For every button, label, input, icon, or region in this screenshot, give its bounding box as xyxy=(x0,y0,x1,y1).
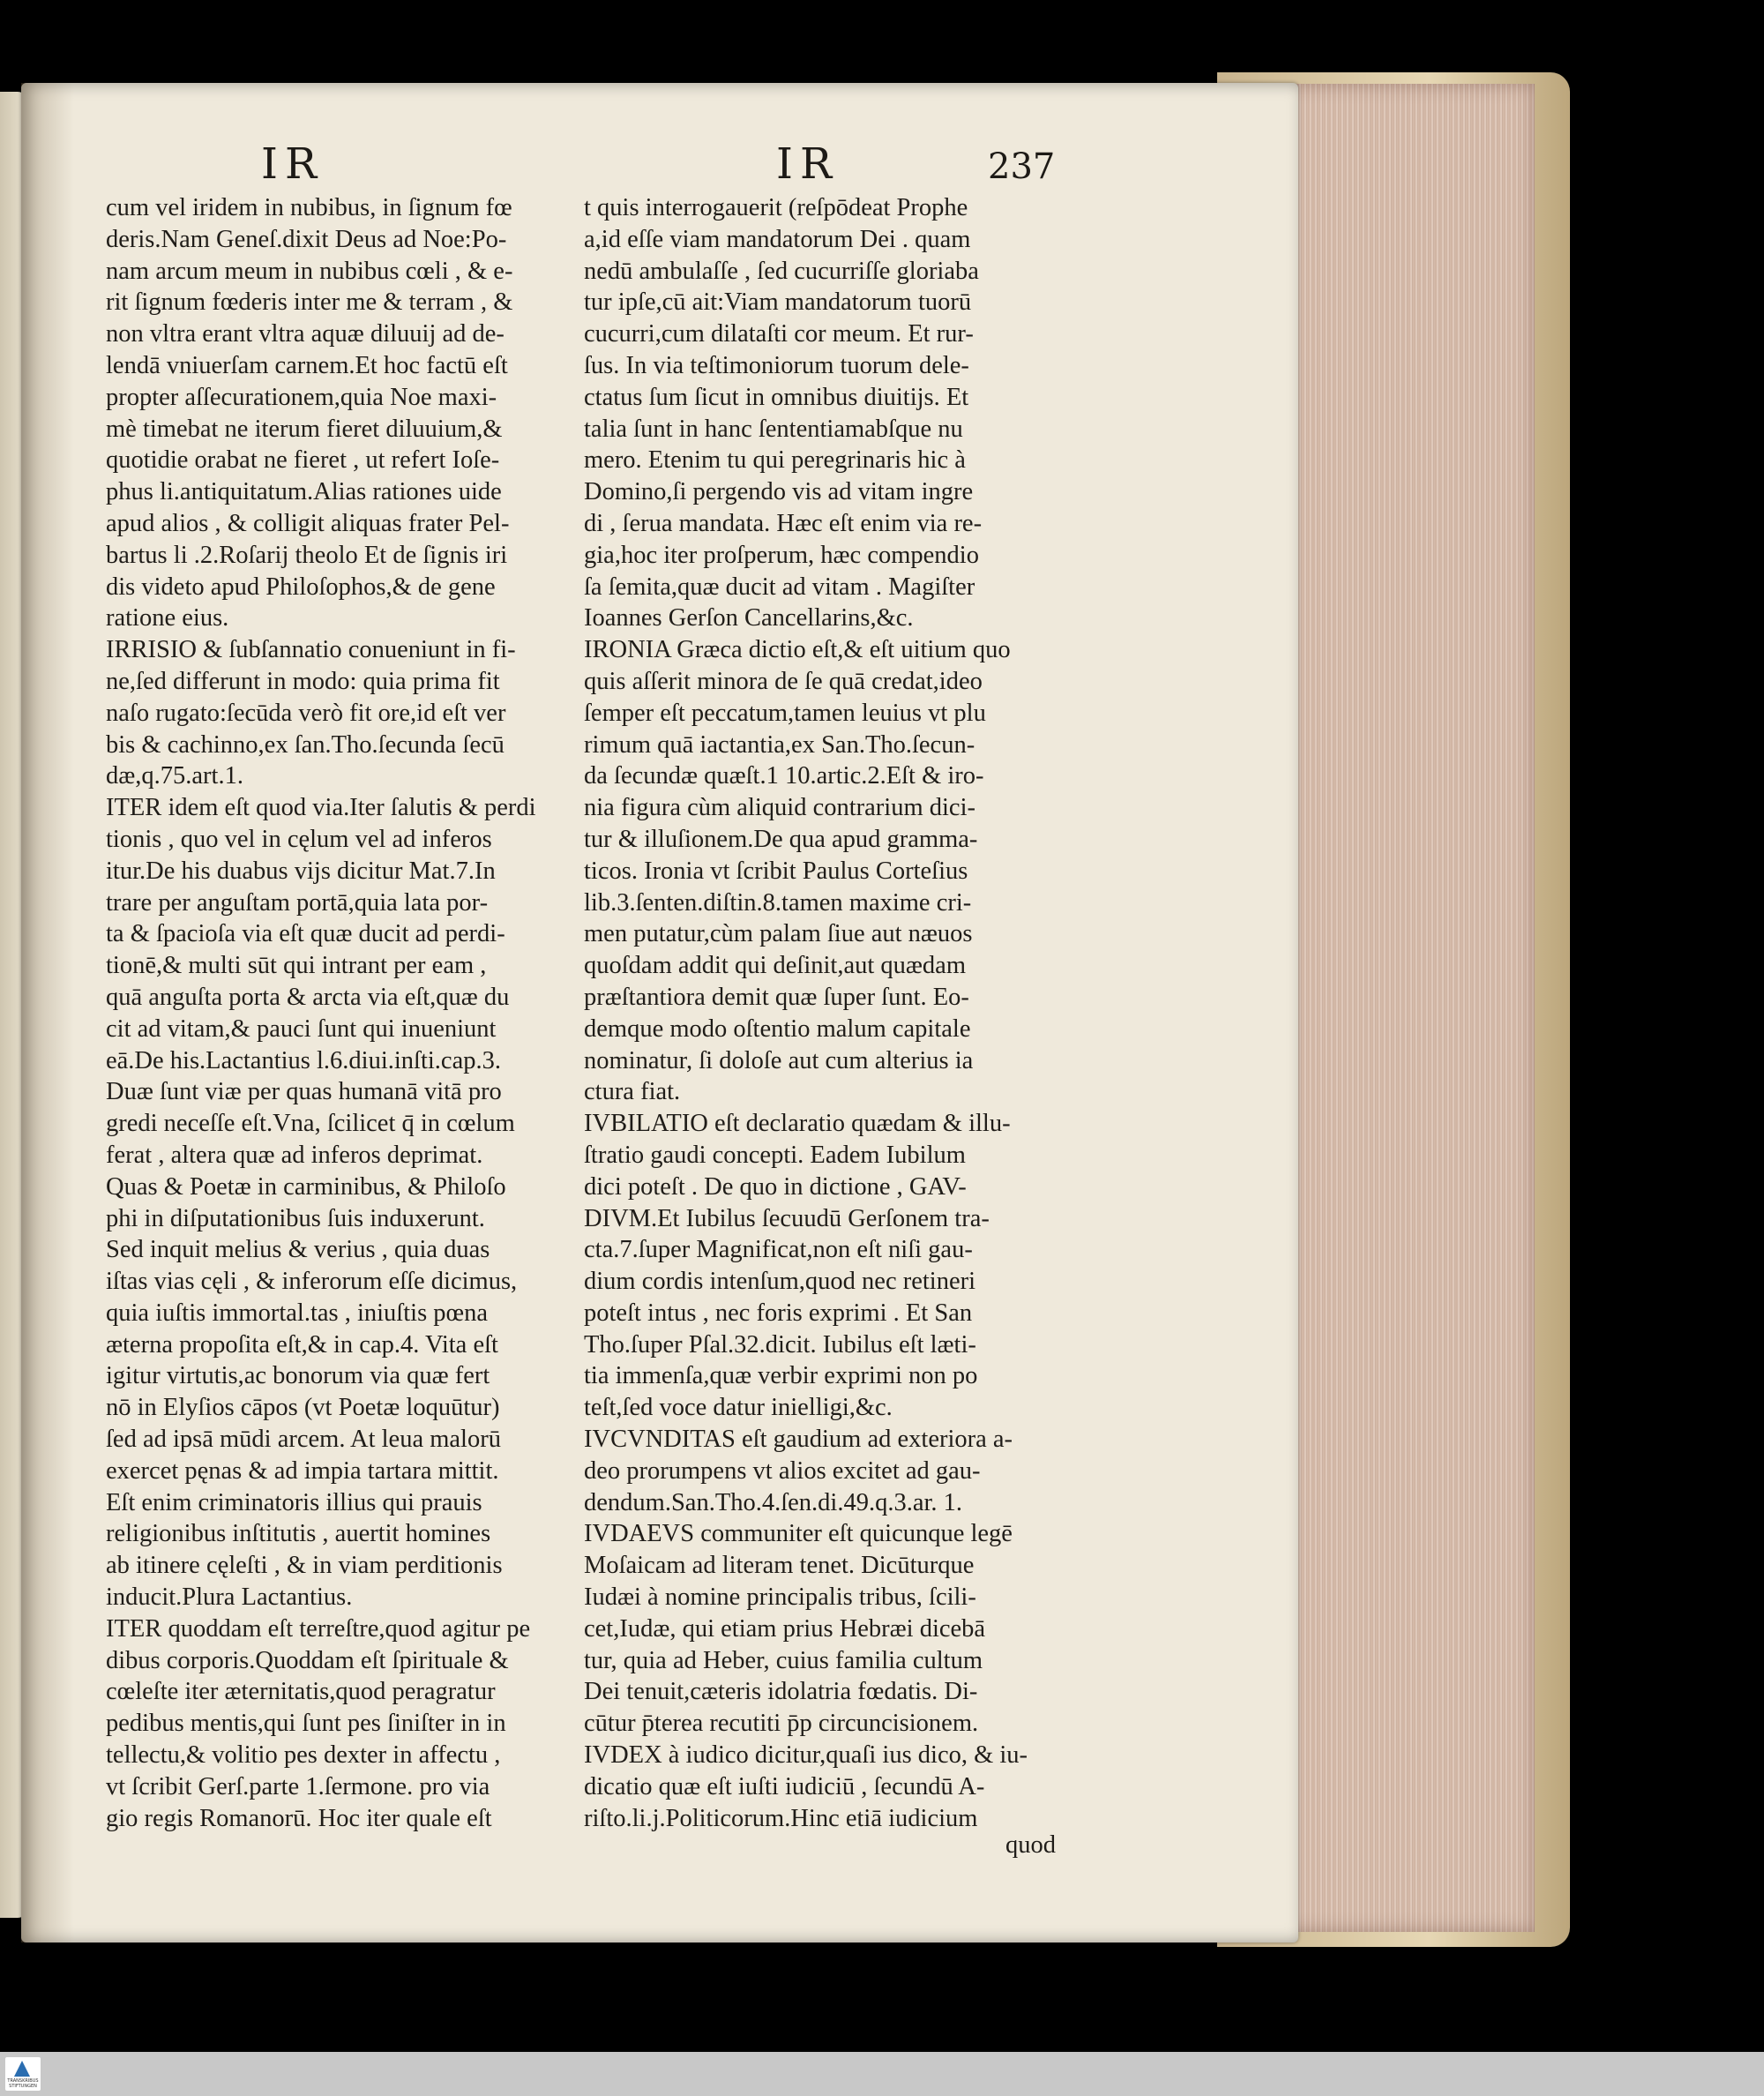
running-head-right: IR xyxy=(776,139,840,189)
text-line: di , ſerua mandata. Hæc eſt enim via re- xyxy=(584,509,983,537)
text-line: nō in Elyſios cāpos (vt Poetæ loquūtur) xyxy=(106,1394,500,1422)
text-line: ticos. Ironia vt ſcribit Paulus Corteſius xyxy=(584,857,968,885)
text-line: apud alios , & colligit aliquas frater Pel- xyxy=(106,509,510,537)
text-line: IVDEX à iudico dicitur,quaſi ius dico, & iu- xyxy=(584,1741,1028,1770)
text-line: inducit.Plura Lactantius. xyxy=(106,1583,353,1612)
text-line: da ſecundæ quæſt.1 10.artic.2.Eſt & iro- xyxy=(584,762,984,790)
text-line: religionibus inſtitutis , auertit homines xyxy=(106,1520,491,1548)
text-line: gia,hoc iter proſperum, hæc compendio xyxy=(584,541,979,569)
text-line: deris.Nam Geneſ.dixit Deus ad Noe:Po- xyxy=(106,225,507,253)
text-line: nominatur, ſi doloſe aut cum alterius ia xyxy=(584,1046,974,1074)
text-line: cit ad vitam,& pauci ſunt qui inueniunt xyxy=(106,1014,497,1043)
running-head-left: IR xyxy=(261,139,325,189)
text-line: men putatur,cùm palam ſiue aut næuos xyxy=(584,920,973,948)
text-line: cet,Iudæ, qui etiam prius Hebræi dicebā xyxy=(584,1614,986,1643)
text-line: phus li.antiquitatum.Alias rationes uide xyxy=(106,478,502,506)
text-line: gredi neceſſe eſt.Vna, ſcilicet q̄ in cœlum xyxy=(106,1110,515,1138)
viewer-footer-bar xyxy=(0,2052,1764,2096)
text-line: propter aſſecurationem,quia Noe maxi- xyxy=(106,383,497,411)
logo-mark xyxy=(14,2061,30,2077)
text-line: ta & ſpacioſa via eſt quæ ducit ad perdi- xyxy=(106,920,505,948)
text-line: mè timebat ne iterum fieret diluuium,& xyxy=(106,415,503,443)
text-line: lib.3.ſenten.diſtin.8.tamen maxime cri- xyxy=(584,888,972,917)
page-gutter-shadow xyxy=(21,83,74,1943)
text-line: itur.De his duabus vijs dicitur Mat.7.In xyxy=(106,857,496,885)
text-line: Quas & Poetæ in carminibus, & Philoſo xyxy=(106,1172,506,1201)
text-line: lendā vniuerſam carnem.Et hoc factū eſt xyxy=(106,351,508,379)
text-line: IVDAEVS communiter eſt quicunque legē xyxy=(584,1520,1013,1548)
text-line: dium cordis intenſum,quod nec retineri xyxy=(584,1268,976,1296)
text-line: dis videto apud Philoſophos,& de gene xyxy=(106,573,496,601)
text-line: demque modo oſtentio malum capitale xyxy=(584,1014,971,1043)
text-line: tia immenſa,quæ verbir exprimi non po xyxy=(584,1362,978,1390)
catchword: quod xyxy=(1005,1831,1056,1859)
text-line: IRONIA Græca dictio eſt,& eſt uitium quo xyxy=(584,636,1011,664)
text-line: rimum quā iactantia,ex San.Tho.ſecun- xyxy=(584,730,975,759)
text-line: talia ſunt in hanc ſententiamabſque nu xyxy=(584,415,963,443)
text-line: iſtas vias cęli , & inferorum eſſe dicimus, xyxy=(106,1268,518,1296)
text-line: nedū ambulaſſe , ſed cucurriſſe gloriaba xyxy=(584,257,979,285)
text-line: IVCVNDITAS eſt gaudium ad exteriora a- xyxy=(584,1426,1013,1454)
text-line: cta.7.ſuper Magnificat,non eſt niſi gau- xyxy=(584,1236,973,1264)
text-line: tur ipſe,cū ait:Viam mandatorum tuorū xyxy=(584,288,972,317)
text-line: Eſt enim criminatoris illius qui prauis xyxy=(106,1488,482,1516)
text-line: mero. Etenim tu qui peregrinaris hic à xyxy=(584,446,966,475)
text-line: ITER quoddam eſt terreſtre,quod agitur pe xyxy=(106,1614,531,1643)
text-line: bartus li .2.Roſarij theolo Et de ſignis iri xyxy=(106,541,508,569)
text-line: a,id eſſe viam mandatorum Dei . quam xyxy=(584,225,971,253)
text-line: quotidie orabat ne fieret , ut refert Ioſe- xyxy=(106,446,500,475)
text-line: quis aſſerit minora de ſe quā credat,ideo xyxy=(584,667,983,695)
text-line: cūtur p̄terea recutiti p̄p circuncisionem. xyxy=(584,1710,979,1738)
text-line: ratione eius. xyxy=(106,604,229,633)
text-line: riſto.li.j.Politicorum.Hinc etiā iudicium xyxy=(584,1804,978,1832)
text-line: rit ſignum fœderis inter me & terram , & xyxy=(106,288,513,317)
text-line: ſed ad ipsā mūdi arcem. At leua malorū xyxy=(106,1426,501,1454)
text-line: quā anguſta porta & arcta via eſt,quæ du xyxy=(106,983,510,1011)
text-line: gio regis Romanorū. Hoc iter quale eſt xyxy=(106,1804,492,1832)
text-line: pedibus mentis,qui ſunt pes ſiniſter in in xyxy=(106,1710,506,1738)
text-line: dibus corporis.Quoddam eſt ſpirituale & xyxy=(106,1646,509,1674)
text-line: DIVM.Et Iubilus ſecuudū Gerſonem tra- xyxy=(584,1204,990,1232)
text-line: ſa ſemita,quæ ducit ad vitam . Magiſter xyxy=(584,573,975,601)
text-line: Duæ ſunt viæ per quas humanā vitā pro xyxy=(106,1078,502,1106)
text-line: Tho.ſuper Pſal.32.dicit. Iubilus eſt læti- xyxy=(584,1330,976,1359)
text-line: ne,ſed differunt in modo: quia prima fit xyxy=(106,667,500,695)
text-line: nam arcum meum in nubibus cœli , & e- xyxy=(106,257,513,285)
text-line: non vltra erant vltra aquæ diluuij ad de- xyxy=(106,320,505,348)
text-line: poteſt intus , nec foris exprimi . Et San xyxy=(584,1299,973,1327)
text-line: IVBILATIO eſt declaratio quædam & illu- xyxy=(584,1110,1011,1138)
text-line: dicatio quæ eſt iuſti iudiciū , ſecundū A- xyxy=(584,1772,985,1800)
library-logo-icon[interactable] xyxy=(5,2057,41,2091)
text-line: IRRISIO & ſubſannatio conueniunt in fi- xyxy=(106,636,516,664)
text-line: vt ſcribit Gerſ.parte 1.ſermone. pro via xyxy=(106,1772,490,1800)
text-line: dendum.San.Tho.4.ſen.di.49.q.3.ar. 1. xyxy=(584,1488,963,1516)
text-line: cucurri,cum dilataſti cor meum. Et rur- xyxy=(584,320,974,348)
text-line: trare per anguſtam portā,quia lata por- xyxy=(106,888,489,917)
text-line: dici poteſt . De quo in dictione , GAV- xyxy=(584,1172,967,1201)
text-line: Iudæi à nomine principalis tribus, ſcili- xyxy=(584,1583,976,1612)
text-line: tionē,& multi sūt qui intrant per eam , xyxy=(106,952,487,980)
page-number: 237 xyxy=(988,146,1056,187)
text-line: Sed inquit melius & verius , quia duas xyxy=(106,1236,490,1264)
text-line: phi in diſputationibus ſuis induxerunt. xyxy=(106,1204,485,1232)
text-line: æterna propoſita eſt,& in cap.4. Vita eſt xyxy=(106,1330,498,1359)
text-line: naſo rugato:ſecūda verò fit ore,id eſt ver xyxy=(106,699,506,727)
left-text-column xyxy=(106,192,582,1834)
text-line: ctura fiat. xyxy=(584,1078,681,1106)
text-line: Moſaicam ad literam tenet. Dicūturque xyxy=(584,1552,975,1580)
text-line: ſus. In via teſtimoniorum tuorum dele- xyxy=(584,351,969,379)
text-line: cœleſte iter æternitatis,quod peragratur xyxy=(106,1678,496,1706)
text-line: quia iuſtis immortal.tas , iniuſtis pœna xyxy=(106,1299,489,1327)
text-line: dæ,q.75.art.1. xyxy=(106,762,243,790)
text-line: eā.De his.Lactantius l.6.diui.inſti.cap.3. xyxy=(106,1046,501,1074)
text-line: tellectu,& volitio pes dexter in affectu , xyxy=(106,1741,501,1770)
text-line: præſtantiora demit quæ ſuper ſunt. Eo- xyxy=(584,983,969,1011)
text-line: deo prorumpens vt alios excitet ad gau- xyxy=(584,1456,981,1485)
text-line: quoſdam addit qui deſinit,aut quædam xyxy=(584,952,966,980)
logo-text: TRANSKRIBUS STIFTUNGEN xyxy=(7,2078,39,2089)
text-line: ſemper eſt peccatum,tamen leuius vt plu xyxy=(584,699,986,727)
text-line: bis & cachinno,ex ſan.Tho.ſecunda ſecū xyxy=(106,730,505,759)
page-edges xyxy=(1270,84,1535,1932)
text-line: Ioannes Gerſon Cancellarins,&c. xyxy=(584,604,914,633)
text-line: ctatus ſum ſicut in omnibus diuitijs. Et xyxy=(584,383,969,411)
text-line: tur & illuſionem.De qua apud gramma- xyxy=(584,825,978,853)
text-line: exercet pęnas & ad impia tartara mittit. xyxy=(106,1456,499,1485)
text-line: tur, quia ad Heber, cuius familia cultum xyxy=(584,1646,983,1674)
right-text-column xyxy=(584,192,1104,1834)
text-line: Dei tenuit,cæteris idolatria fœdatis. Di- xyxy=(584,1678,978,1706)
text-line: igitur virtutis,ac bonorum via quæ fert xyxy=(106,1362,490,1390)
text-line: teſt,ſed voce datur inielligi,&c. xyxy=(584,1394,893,1422)
text-line: t quis interrogauerit (reſpōdeat Prophe xyxy=(584,194,968,221)
text-line: Domino,ſi pergendo vis ad vitam ingre xyxy=(584,478,974,506)
text-line: ITER idem eſt quod via.Iter ſalutis & perdi xyxy=(106,794,536,822)
text-line: ſtratio gaudi concepti. Eadem Iubilum xyxy=(584,1141,966,1169)
text-line: nia figura cùm aliquid contrarium dici- xyxy=(584,794,975,822)
text-line: ab itinere cęleſti , & in viam perditionis xyxy=(106,1552,503,1580)
text-line: cum vel iridem in nubibus, in ſignum fœ xyxy=(106,194,512,221)
text-line: tionis , quo vel in cęlum vel ad inferos xyxy=(106,825,492,853)
text-line: ferat , altera quæ ad inferos deprimat. xyxy=(106,1141,483,1169)
